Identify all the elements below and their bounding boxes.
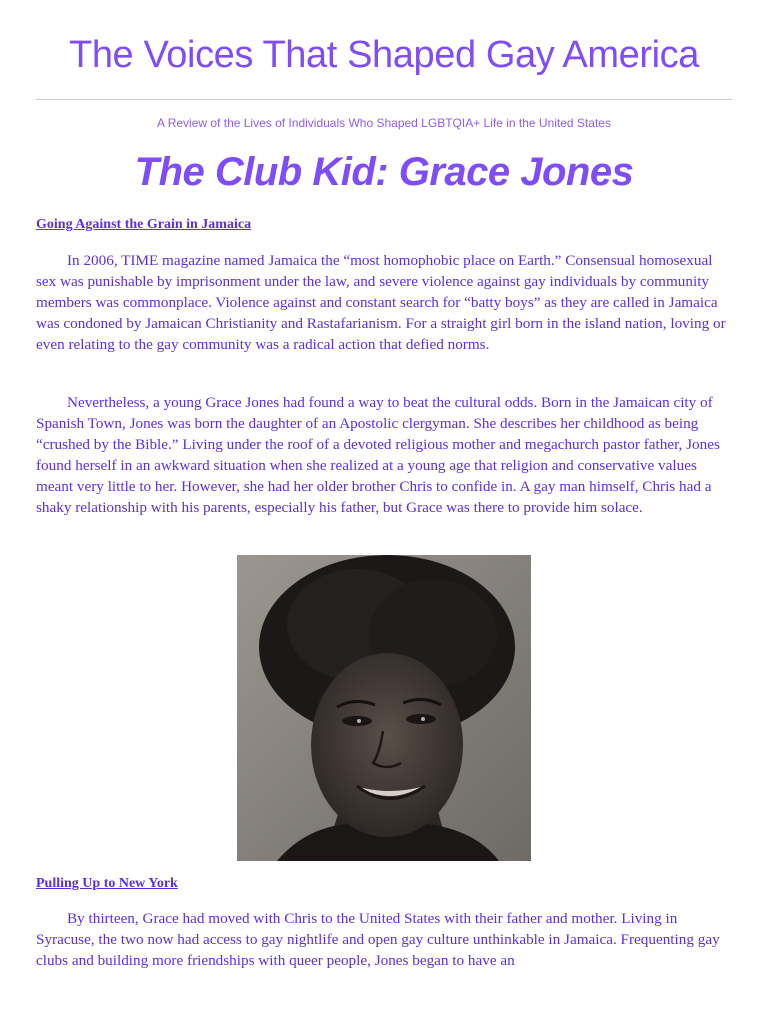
paragraph-jamaica-1: In 2006, TIME magazine named Jamaica the “most homophobic place on Earth.” Consensual homosexual sex was punishable by imprisonment under the law, and severe violence against gay individuals by community members was commonplace. Violence against and constant search for “batty boys” as they are called in Jamaica was condoned by Jamaican Christianity and Rastafarianism. For a straight girl born in the island nation, loving or even relating to the gay community was a radical action that defied norms.	[36, 252, 726, 353]
header-divider	[36, 99, 732, 100]
portrait-photo	[237, 555, 531, 861]
article-title: The Club Kid: Grace Jones	[134, 150, 634, 194]
section-heading-new-york[interactable]: Pulling Up to New York	[36, 876, 178, 891]
section-heading-jamaica[interactable]: Going Against the Grain in Jamaica	[36, 217, 252, 232]
site-subtitle: A Review of the Lives of Individuals Who Shaped LGBTQIA+ Life in the United States	[157, 116, 611, 130]
site-title: The Voices That Shaped Gay America	[69, 34, 699, 76]
paragraph-jamaica-2: Nevertheless, a young Grace Jones had found a way to beat the cultural odds. Born in the Jamaican city of Spanish Town, Jones was born the daughter of an Apostolic clergyman. She describes her childhood as being “crushed by the Bible.” Living under the roof of a devoted religious mother and megachurch pastor father, Jones found herself in an awkward situation when she realized at a young age that religion and conservative values meant very little to her. However, she had her older brother Chris to confide in. A gay man himself, Chris had a shaky relationship with his parents, especially his father, but Grace was there to provide him solace.	[36, 394, 720, 516]
paragraph-new-york-1: By thirteen, Grace had moved with Chris to the United States with their father and mother. Living in Syracuse, the two now had access to gay nightlife and open gay culture unthinkable in Jamaica. Frequenting gay clubs and building more friendships with queer people, Jones began to have an	[36, 910, 720, 969]
